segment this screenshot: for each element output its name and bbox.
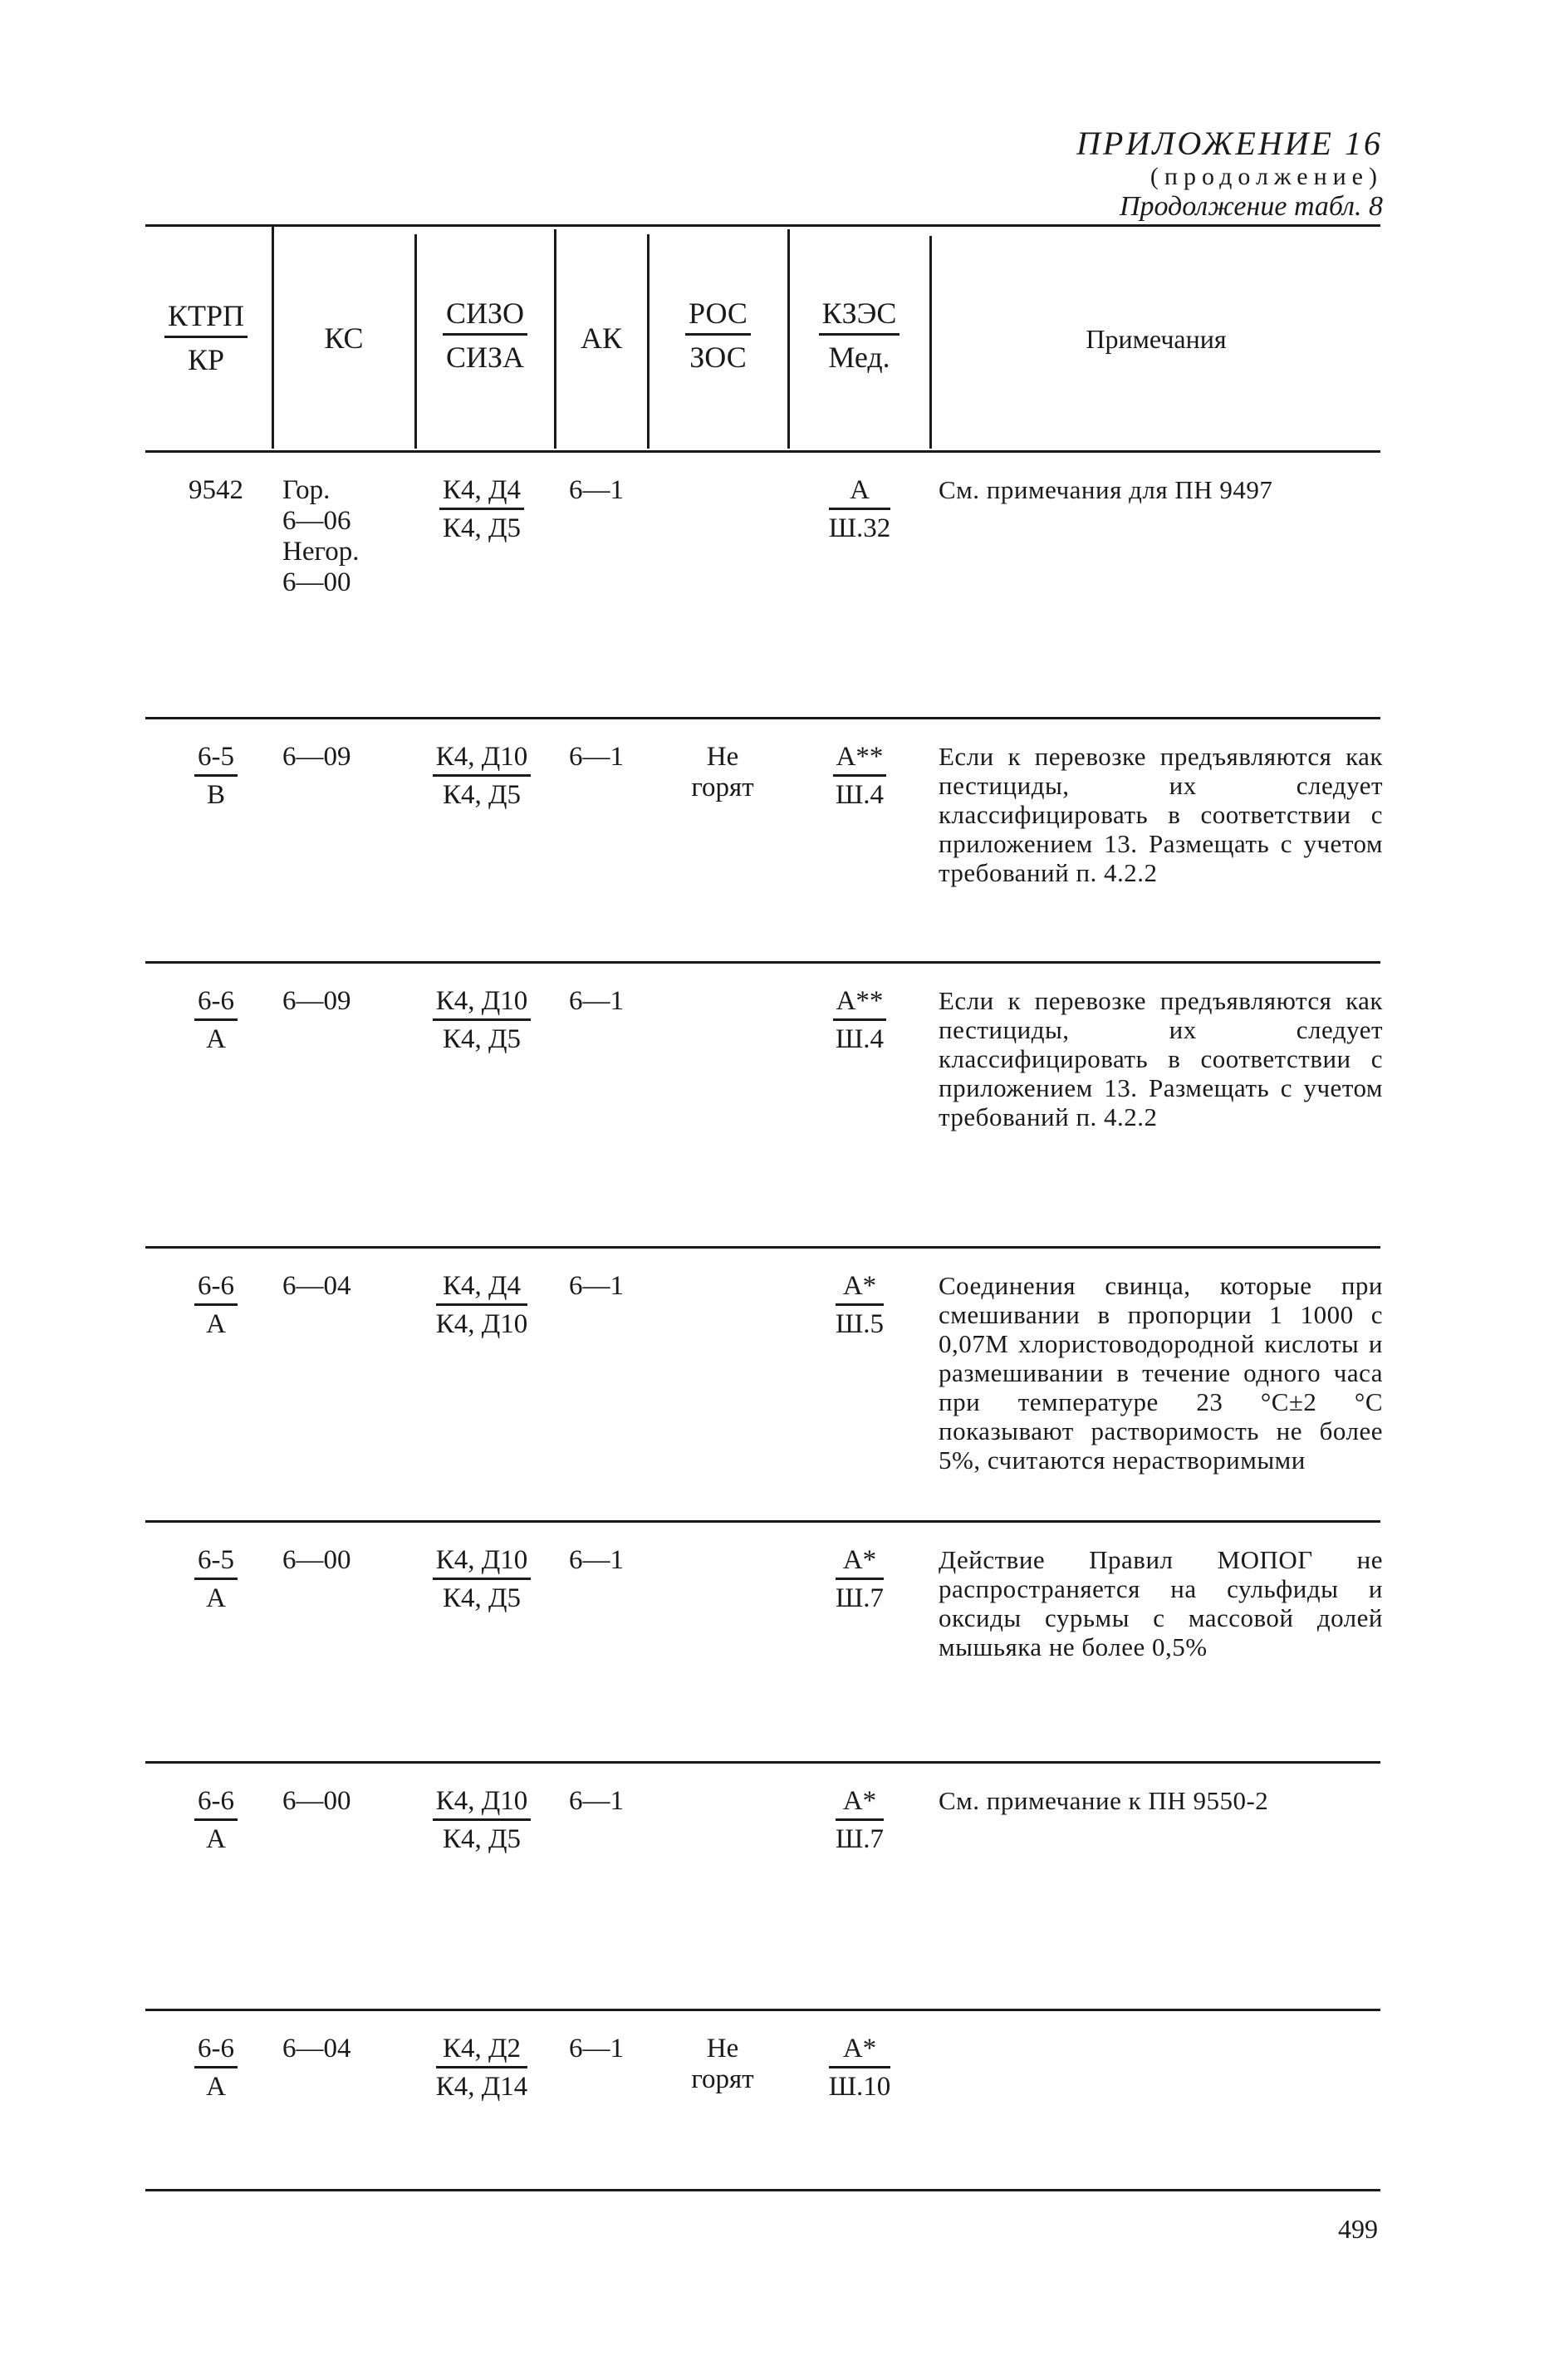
med-value: Ш.4 <box>835 1024 885 1054</box>
siza-value: К4, Д5 <box>442 1824 522 1854</box>
sizo-header-den: СИЗА <box>445 341 525 374</box>
notes-cell: Действие Правил МОПОГ не распространяется на сульфиды и оксиды сурьмы с массовой долей мышьяка не более 0,5% <box>939 1545 1383 1661</box>
column-header-ks: КС <box>324 321 364 355</box>
kzes-value: А** <box>833 742 887 777</box>
ak-cell: 6—1 <box>569 1271 624 1301</box>
ktrp-value: 6-6 <box>194 2034 238 2068</box>
kzes-cell <box>797 2034 922 2103</box>
ks-cell <box>282 742 399 773</box>
kzes-value: А* <box>836 1271 884 1306</box>
ak-cell: 6—1 <box>569 2034 624 2063</box>
ks-value: 6—09 <box>282 986 351 1016</box>
ks-value: 6—09 <box>282 742 351 772</box>
row-separator <box>145 1246 1380 1249</box>
column-header-kzes <box>790 295 929 375</box>
ks-cell <box>282 2034 399 2064</box>
sizo-cell <box>407 1271 556 1340</box>
med-value: Ш.5 <box>835 1309 885 1339</box>
med-value: Ш.7 <box>835 1583 885 1613</box>
ks-value: 6—00 <box>282 1545 351 1575</box>
ktrp-header-den: КР <box>187 343 225 376</box>
siza-value: К4, Д5 <box>442 1583 522 1613</box>
ros-value: Не <box>706 742 739 772</box>
page-header <box>1076 125 1383 223</box>
ktrp-header-num: КТРП <box>164 297 248 338</box>
ktrp-cell <box>150 742 282 811</box>
kzes-value: А* <box>836 1545 884 1580</box>
ks-value: Гор. <box>282 475 331 505</box>
ktrp-cell <box>150 1271 282 1340</box>
ktrp-value: 9542 <box>189 475 243 505</box>
column-header-sizo <box>417 295 553 375</box>
column-header-ros <box>650 295 787 375</box>
kzes-header-num: КЗЭС <box>819 295 900 336</box>
ks-cell <box>282 1545 399 1576</box>
kr-value <box>185 508 247 511</box>
kzes-cell <box>797 475 922 544</box>
kr-value: А <box>206 1583 226 1613</box>
kr-value: А <box>206 2072 226 2102</box>
siza-value: К4, Д10 <box>435 1309 528 1339</box>
notes-cell: Если к перевозке предъявляются как пестициды, их следует классифицировать в соответствии с приложением 13. Размещать с учетом требований п. 4.2.2 <box>939 742 1383 887</box>
ks-value: 6—04 <box>282 2034 351 2063</box>
ks-value: 6—00 <box>282 1786 351 1816</box>
ros-cell <box>664 2034 781 2095</box>
siza-value: К4, Д5 <box>442 513 522 543</box>
kzes-cell <box>797 1271 922 1340</box>
ros-header-num: РОС <box>685 295 751 336</box>
ktrp-value: 6-6 <box>194 986 238 1021</box>
notes-cell: См. примечание к ПН 9550-2 <box>939 1786 1269 1815</box>
kzes-value: А* <box>836 1786 884 1821</box>
ks-value: 6—04 <box>282 1271 351 1301</box>
ak-cell: 6—1 <box>569 1786 624 1816</box>
ros-value: горят <box>691 2064 754 2094</box>
ak-cell: 6—1 <box>569 1545 624 1575</box>
row-separator <box>145 1520 1380 1523</box>
kzes-header-den: Мед. <box>828 341 890 374</box>
kzes-cell <box>797 1545 922 1614</box>
sizo-value: К4, Д2 <box>436 2034 528 2068</box>
ks-value: 6—06 <box>282 506 351 536</box>
kzes-cell <box>797 742 922 811</box>
sizo-value: К4, Д10 <box>433 742 532 777</box>
ktrp-cell <box>150 986 282 1055</box>
siza-value: К4, Д14 <box>435 2072 528 2102</box>
med-value: Ш.10 <box>828 2072 891 2102</box>
kzes-value: А** <box>833 986 887 1021</box>
sizo-value: К4, Д4 <box>439 475 524 510</box>
row-separator <box>145 1761 1380 1764</box>
ktrp-value: 6-5 <box>194 742 238 777</box>
ak-cell: 6—1 <box>569 475 624 505</box>
kr-value: А <box>206 1824 226 1854</box>
ks-value: 6—00 <box>282 567 351 597</box>
ktrp-cell <box>150 2034 282 2103</box>
ks-cell <box>282 1786 399 1817</box>
sizo-value: К4, Д10 <box>433 1786 532 1821</box>
ks-cell <box>282 475 399 598</box>
sizo-value: К4, Д10 <box>433 1545 532 1580</box>
appendix-continued: (продолжение) <box>1149 163 1383 190</box>
table-top-rule <box>145 224 1380 227</box>
ktrp-value: 6-5 <box>194 1545 238 1580</box>
table-continued: Продолжение табл. 8 <box>1119 191 1383 222</box>
kr-value: А <box>206 1024 226 1054</box>
kr-value: В <box>206 780 225 810</box>
table-bottom-rule <box>145 2189 1380 2191</box>
sizo-cell <box>407 1786 556 1855</box>
column-header-ktrp <box>143 297 269 378</box>
sizo-header-num: СИЗО <box>443 295 527 336</box>
column-header-notes: Примечания <box>1086 324 1227 354</box>
sizo-cell <box>407 742 556 811</box>
notes-cell: Соединения свинца, которые при смешивании в пропорции 1 1000 с 0,07М хлористоводородной кислоты и размешивании в течение одного часа при температуре 23 °С±2 °С показывают растворимость не более 5%, считаются нерастворимыми <box>939 1271 1383 1475</box>
sizo-value: К4, Д4 <box>436 1271 528 1306</box>
sizo-cell <box>407 986 556 1055</box>
ros-value: горят <box>691 773 754 802</box>
notes-cell: См. примечания для ПН 9497 <box>939 475 1273 504</box>
kzes-cell <box>797 1786 922 1855</box>
sizo-cell <box>407 1545 556 1614</box>
notes-cell: Если к перевозке предъявляются как пестициды, их следует классифицировать в соответствии с приложением 13. Размещать с учетом требований п. 4.2.2 <box>939 986 1383 1131</box>
med-value: Ш.4 <box>835 780 885 810</box>
appendix-title: ПРИЛОЖЕНИЕ 16 <box>1076 125 1383 162</box>
ak-cell: 6—1 <box>569 742 624 772</box>
table-header-rule <box>145 450 1380 453</box>
ktrp-value: 6-6 <box>194 1786 238 1821</box>
sizo-value: К4, Д10 <box>433 986 532 1021</box>
kzes-cell <box>797 986 922 1055</box>
ros-value: Не <box>706 2034 739 2063</box>
ks-value: Негор. <box>282 537 360 567</box>
sizo-cell <box>407 2034 556 2103</box>
med-value: Ш.32 <box>828 513 891 543</box>
ks-cell <box>282 986 399 1017</box>
ros-cell <box>664 742 781 803</box>
ktrp-value: 6-6 <box>194 1271 238 1306</box>
med-value: Ш.7 <box>835 1824 885 1854</box>
kr-value: А <box>206 1309 226 1339</box>
ktrp-cell <box>150 475 282 511</box>
row-separator <box>145 961 1380 964</box>
page-number: 499 <box>1338 2214 1378 2244</box>
ks-cell <box>282 1271 399 1302</box>
ak-cell: 6—1 <box>569 986 624 1016</box>
column-header-ak: АК <box>580 321 622 355</box>
kzes-value: А <box>829 475 891 510</box>
ktrp-cell <box>150 1545 282 1614</box>
siza-value: К4, Д5 <box>442 1024 522 1054</box>
siza-value: К4, Д5 <box>442 780 522 810</box>
row-separator <box>145 717 1380 719</box>
sizo-cell <box>407 475 556 544</box>
row-separator <box>145 2009 1380 2011</box>
kzes-value: А* <box>829 2034 891 2068</box>
ros-header-den: ЗОС <box>689 341 747 374</box>
ktrp-cell <box>150 1786 282 1855</box>
